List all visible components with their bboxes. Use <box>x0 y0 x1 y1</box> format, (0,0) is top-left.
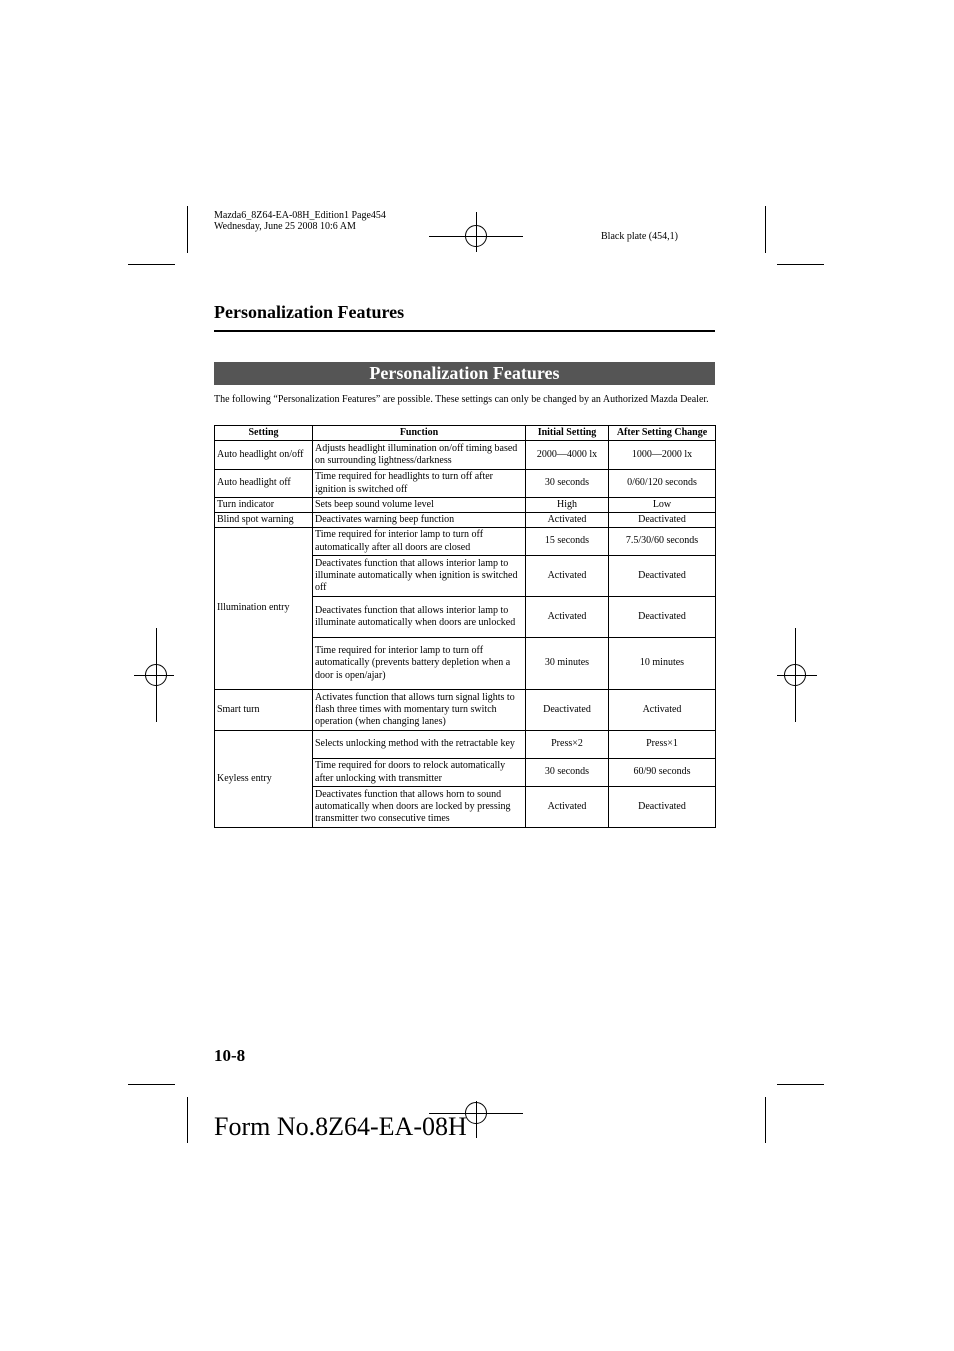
function-cell: Deactivates function that allows interior lamp to illuminate automatically when ignition is switched off <box>313 556 526 597</box>
initial-cell: 30 minutes <box>526 638 609 690</box>
after-cell: Deactivated <box>609 513 716 528</box>
initial-cell: 2000—4000 lx <box>526 441 609 470</box>
setting-cell: Blind spot warning <box>215 513 313 528</box>
page-number: 10-8 <box>214 1046 246 1065</box>
after-cell: 60/90 seconds <box>609 759 716 787</box>
setting-cell: Turn indicator <box>215 498 313 513</box>
table-row <box>215 498 716 513</box>
initial-cell: Activated <box>526 597 609 638</box>
after-cell: 1000—2000 lx <box>609 441 716 470</box>
section-rule <box>214 330 715 332</box>
initial-cell: 30 seconds <box>526 470 609 498</box>
setting-cell: Auto headlight on/off <box>215 441 313 470</box>
initial-cell: Press×2 <box>526 731 609 759</box>
after-cell: Low <box>609 498 716 513</box>
after-cell: 7.5/30/60 seconds <box>609 528 716 556</box>
initial-cell: 15 seconds <box>526 528 609 556</box>
print-meta-line2: Wednesday, June 25 2008 10:6 AM <box>214 221 356 232</box>
function-cell: Adjusts headlight illumination on/off timing based on surrounding lightness/darkness <box>313 441 526 470</box>
after-cell: 10 minutes <box>609 638 716 690</box>
function-cell: Time required for interior lamp to turn off automatically after all doors are closed <box>313 528 526 556</box>
print-plate-label: Black plate (454,1) <box>601 231 678 242</box>
section-title: Personalization Features <box>214 302 405 322</box>
function-cell: Deactivates warning beep function <box>313 513 526 528</box>
initial-cell: Activated <box>526 787 609 828</box>
function-cell: Deactivates function that allows interior lamp to illuminate automatically when doors are unlocked <box>313 597 526 638</box>
function-cell: Sets beep sound volume level <box>313 498 526 513</box>
after-cell: Deactivated <box>609 597 716 638</box>
after-cell: Press×1 <box>609 731 716 759</box>
setting-cell: Smart turn <box>215 690 313 731</box>
function-cell: Selects unlocking method with the retractable key <box>313 731 526 759</box>
setting-cell: Auto headlight off <box>215 470 313 498</box>
function-cell: Activates function that allows turn signal lights to flash three times with momentary turn switch operation (when changing lanes) <box>313 690 526 731</box>
intro-paragraph: The following “Personalization Features” are possible. These settings can only be changed by an Authorized Mazda Dealer. <box>214 394 709 405</box>
function-cell: Time required for headlights to turn off after ignition is switched off <box>313 470 526 498</box>
initial-cell: Deactivated <box>526 690 609 731</box>
table-header-row <box>215 426 716 441</box>
table-row <box>215 513 716 528</box>
print-meta-line1: Mazda6_8Z64-EA-08H_Edition1 Page454 <box>214 210 386 221</box>
header-setting: Setting <box>215 426 313 441</box>
initial-cell: Activated <box>526 513 609 528</box>
after-cell: Deactivated <box>609 787 716 828</box>
initial-cell: Activated <box>526 556 609 597</box>
setting-cell: Keyless entry <box>215 731 313 828</box>
after-cell: Deactivated <box>609 556 716 597</box>
function-cell: Deactivates function that allows horn to sound automatically when doors are locked by pressing transmitter two consecutive times <box>313 787 526 828</box>
after-cell: 0/60/120 seconds <box>609 470 716 498</box>
table-row <box>215 470 716 498</box>
features-table <box>214 425 716 828</box>
form-number: Form No.8Z64-EA-08H <box>214 1112 467 1141</box>
setting-cell: Illumination entry <box>215 528 313 690</box>
table-row <box>215 528 716 556</box>
after-cell: Activated <box>609 690 716 731</box>
initial-cell: High <box>526 498 609 513</box>
banner-title: Personalization Features <box>214 362 715 385</box>
header-function: Function <box>313 426 526 441</box>
initial-cell: 30 seconds <box>526 759 609 787</box>
header-after-setting-change: After Setting Change <box>609 426 716 441</box>
table-row <box>215 441 716 470</box>
header-initial-setting: Initial Setting <box>526 426 609 441</box>
table-row <box>215 731 716 759</box>
function-cell: Time required for doors to relock automatically after unlocking with transmitter <box>313 759 526 787</box>
table-row <box>215 690 716 731</box>
function-cell: Time required for interior lamp to turn off automatically (prevents battery depletion when a door is open/ajar) <box>313 638 526 690</box>
